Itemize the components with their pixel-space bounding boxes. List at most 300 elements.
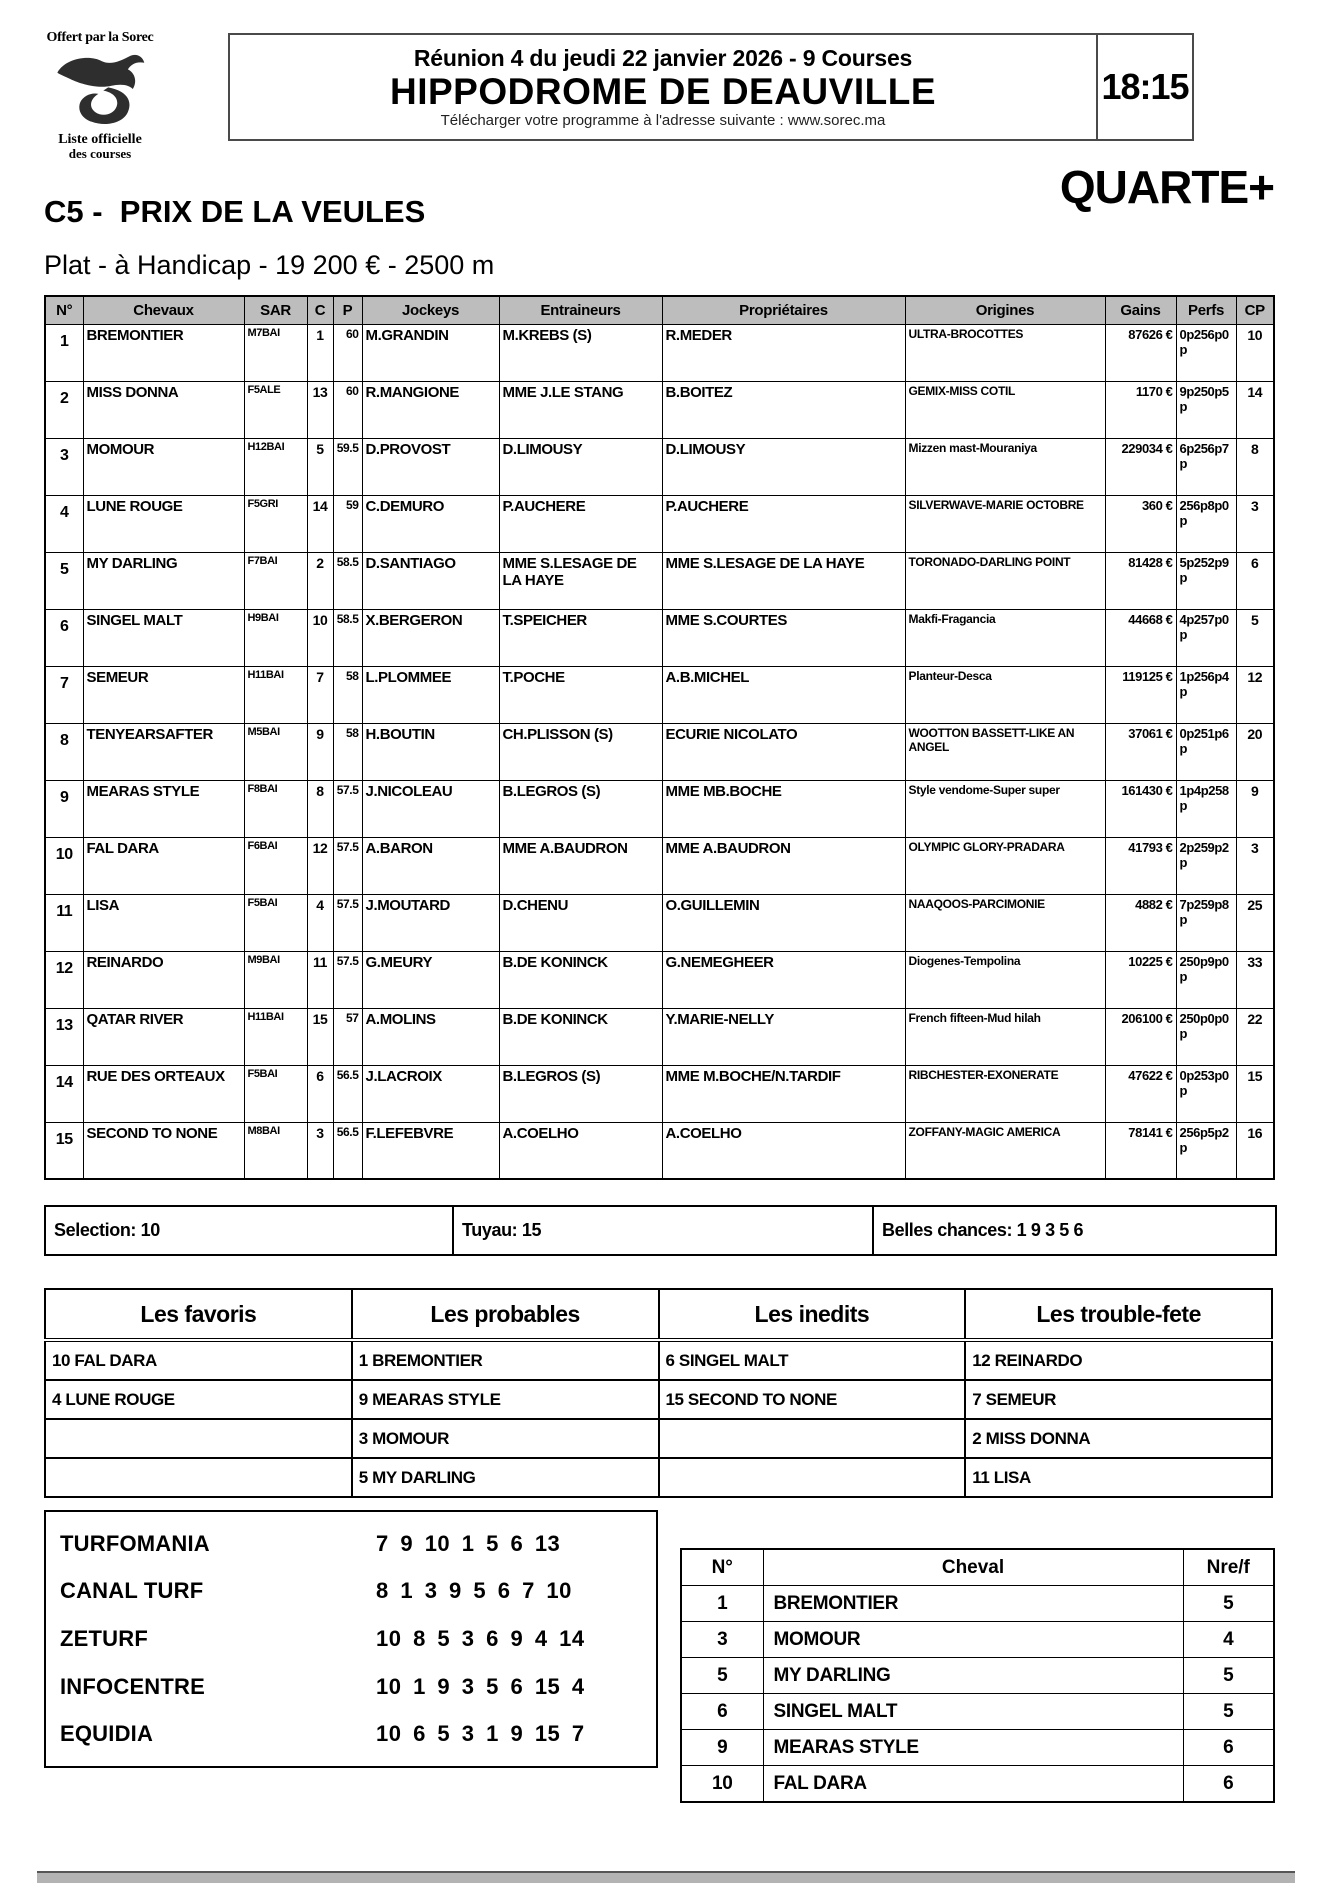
runner-gains: 161430 € [1105,780,1176,837]
runner-row [45,723,1274,780]
runners-body [45,324,1274,1179]
runner-row [45,894,1274,951]
runner-proprietaire: Y.MARIE-NELLY [662,1008,905,1065]
runner-entraineur: D.CHENU [499,894,662,951]
runner-gains: 1170 € [1105,381,1176,438]
pronostic-source: TURFOMANIA [60,1530,210,1556]
runner-perfs: 0p256p0p [1176,324,1236,381]
runner-cp: 5 [1236,609,1274,666]
runner-number: 3 [45,438,83,495]
start-nref-value: 6 [1183,1766,1274,1803]
runner-cp: 33 [1236,951,1274,1008]
runner-entraineur: P.AUCHERE [499,495,662,552]
runner-row [45,324,1274,381]
runner-cp: 3 [1236,837,1274,894]
runner-gains: 10225 € [1105,951,1176,1008]
runner-jockey: L.PLOMMEE [362,666,499,723]
runner-jockey: A.MOLINS [362,1008,499,1065]
starts-row [681,1694,1274,1730]
runner-entraineur: MME J.LE STANG [499,381,662,438]
runner-horse-name: QATAR RIVER [83,1008,244,1065]
runner-poids: 57.5 [333,837,362,894]
runner-number: 4 [45,495,83,552]
runner-jockey: J.LACROIX [362,1065,499,1122]
runner-cp: 16 [1236,1122,1274,1179]
runner-number: 14 [45,1065,83,1122]
runner-poids: 60 [333,324,362,381]
download-line: Télécharger votre programme à l'adresse suivante : www.sorec.ma [440,112,886,129]
runner-row [45,780,1274,837]
header-center [230,35,1098,139]
runner-perfs: 1p4p258p [1176,780,1236,837]
pick-favori: 10 FAL DARA [45,1340,352,1380]
pick-probable: 3 MOMOUR [352,1419,659,1458]
runner-sar: F5BAI [244,894,307,951]
runner-sar: H11BAI [244,666,307,723]
runner-proprietaire: MME S.COURTES [662,609,905,666]
runner-entraineur: MME S.LESAGE DE LA HAYE [499,552,662,609]
col-trouble-fete: Les trouble-fete [965,1289,1272,1340]
pick-probable: 9 MEARAS STYLE [352,1380,659,1419]
header-box [228,33,1194,141]
runner-horse-name: TENYEARSAFTER [83,723,244,780]
logo-offert-text: Offert par la Sorec [46,30,154,45]
bet-type-label: QUARTE+ [1059,161,1274,213]
runner-sar: H11BAI [244,1008,307,1065]
runner-horse-name: LUNE ROUGE [83,495,244,552]
runner-entraineur: T.SPEICHER [499,609,662,666]
col-gains: Gains [1105,296,1176,324]
runner-poids: 57.5 [333,951,362,1008]
runner-corde: 1 [307,324,333,381]
runner-number: 15 [45,1122,83,1179]
start-horse-name: FAL DARA [763,1766,1183,1803]
col-origines: Origines [905,296,1105,324]
runner-sar: H12BAI [244,438,307,495]
runner-proprietaire: MME A.BAUDRON [662,837,905,894]
runner-sar: M8BAI [244,1122,307,1179]
runner-jockey: M.GRANDIN [362,324,499,381]
runner-number: 5 [45,552,83,609]
runner-origines: French fifteen-Mud hilah [905,1008,1105,1065]
picks-header-row [45,1289,1272,1340]
start-horse-number: 1 [681,1586,763,1622]
runner-origines: TORONADO-DARLING POINT [905,552,1105,609]
col-c: C [307,296,333,324]
runner-cp: 25 [1236,894,1274,951]
runner-gains: 47622 € [1105,1065,1176,1122]
runner-jockey: G.MEURY [362,951,499,1008]
col-cp: CP [1236,296,1274,324]
runner-perfs: 1p256p4p [1176,666,1236,723]
runner-horse-name: BREMONTIER [83,324,244,381]
runner-gains: 81428 € [1105,552,1176,609]
runner-row [45,1122,1274,1179]
runner-entraineur: B.LEGROS (S) [499,780,662,837]
runner-poids: 57 [333,1008,362,1065]
runner-corde: 4 [307,894,333,951]
runner-origines: Diogenes-Tempolina [905,951,1105,1008]
col-favoris: Les favoris [45,1289,352,1340]
runner-poids: 59.5 [333,438,362,495]
runner-jockey: X.BERGERON [362,609,499,666]
runner-sar: F6BAI [244,837,307,894]
runner-gains: 206100 € [1105,1008,1176,1065]
runner-sar: F5ALE [244,381,307,438]
col-p: P [333,296,362,324]
picks-table [44,1288,1273,1498]
runner-jockey: D.SANTIAGO [362,552,499,609]
col-start-number: N° [681,1549,763,1586]
runner-perfs: 250p9p0p [1176,951,1236,1008]
runner-jockey: C.DEMURO [362,495,499,552]
start-horse-name: SINGEL MALT [763,1694,1183,1730]
picks-row [45,1458,1272,1497]
runner-gains: 4882 € [1105,894,1176,951]
runner-entraineur: MME A.BAUDRON [499,837,662,894]
runner-gains: 41793 € [1105,837,1176,894]
runner-proprietaire: MME S.LESAGE DE LA HAYE [662,552,905,609]
start-horse-name: MOMOUR [763,1622,1183,1658]
runner-poids: 58 [333,666,362,723]
runner-gains: 87626 € [1105,324,1176,381]
runner-origines: GEMIX-MISS COTIL [905,381,1105,438]
runner-origines: OLYMPIC GLORY-PRADARA [905,837,1105,894]
runner-number: 11 [45,894,83,951]
runner-perfs: 0p251p6p [1176,723,1236,780]
runner-jockey: A.BARON [362,837,499,894]
runner-corde: 5 [307,438,333,495]
pick-favori: 4 LUNE ROUGE [45,1380,352,1419]
pick-favori [45,1419,352,1458]
runner-origines: ULTRA-BROCOTTES [905,324,1105,381]
pronostic-numbers: 10 6 5 3 1 9 15 7 [376,1721,585,1747]
runner-corde: 10 [307,609,333,666]
runner-poids: 60 [333,381,362,438]
pick-favori [45,1458,352,1497]
race-title: C5 - PRIX DE LA VEULES [44,194,426,229]
pronostic-numbers: 7 9 10 1 5 6 13 [376,1530,561,1556]
runner-perfs: 256p8p0p [1176,495,1236,552]
runner-number: 6 [45,609,83,666]
selection-cell: Selection: 10 [46,1207,454,1254]
runner-proprietaire: G.NEMEGHEER [662,951,905,1008]
reunion-line: Réunion 4 du jeudi 22 janvier 2026 - 9 Courses [413,45,913,71]
starts-body [681,1586,1274,1803]
runner-sar: F5GRI [244,495,307,552]
pronostic-row [46,1578,656,1604]
tuyau-cell: Tuyau: 15 [454,1207,874,1254]
runner-poids: 56.5 [333,1122,362,1179]
picks-row [45,1340,1272,1380]
runner-corde: 8 [307,780,333,837]
runners-table [44,295,1275,1180]
runner-horse-name: MISS DONNA [83,381,244,438]
picks-body [45,1340,1272,1497]
runner-number: 13 [45,1008,83,1065]
runner-gains: 37061 € [1105,723,1176,780]
runner-cp: 20 [1236,723,1274,780]
starts-row [681,1586,1274,1622]
runner-row [45,951,1274,1008]
runner-horse-name: LISA [83,894,244,951]
runner-row [45,1008,1274,1065]
horse-logo-icon [50,48,150,130]
col-probables: Les probables [352,1289,659,1340]
start-horse-name: BREMONTIER [763,1586,1183,1622]
runner-number: 12 [45,951,83,1008]
start-horse-number: 10 [681,1766,763,1803]
hippodrome-title: HIPPODROME DE DEAUVILLE [390,71,936,112]
runner-sar: M5BAI [244,723,307,780]
runner-number: 9 [45,780,83,837]
runner-proprietaire: MME MB.BOCHE [662,780,905,837]
runner-corde: 15 [307,1008,333,1065]
runner-poids: 58.5 [333,609,362,666]
runner-jockey: J.NICOLEAU [362,780,499,837]
pick-inedit: 15 SECOND TO NONE [659,1380,966,1419]
runner-proprietaire: A.B.MICHEL [662,666,905,723]
next-section-edge [37,1871,1295,1883]
runner-row [45,438,1274,495]
runner-jockey: H.BOUTIN [362,723,499,780]
runner-perfs: 6p256p7p [1176,438,1236,495]
runner-entraineur: D.LIMOUSY [499,438,662,495]
starts-row [681,1766,1274,1803]
pick-inedit [659,1419,966,1458]
runner-corde: 2 [307,552,333,609]
pick-probable: 5 MY DARLING [352,1458,659,1497]
pick-trouble-fete: 2 MISS DONNA [965,1419,1272,1458]
runner-gains: 78141 € [1105,1122,1176,1179]
starts-header-row [681,1549,1274,1586]
runner-proprietaire: A.COELHO [662,1122,905,1179]
starts-row [681,1730,1274,1766]
runner-poids: 58 [333,723,362,780]
runner-proprietaire: P.AUCHERE [662,495,905,552]
runner-perfs: 4p257p0p [1176,609,1236,666]
runner-proprietaire: D.LIMOUSY [662,438,905,495]
runner-poids: 59 [333,495,362,552]
runner-corde: 9 [307,723,333,780]
col-number: N° [45,296,83,324]
col-jockeys: Jockeys [362,296,499,324]
runner-gains: 360 € [1105,495,1176,552]
runner-horse-name: MOMOUR [83,438,244,495]
runner-perfs: 9p250p5p [1176,381,1236,438]
runner-origines: Mizzen mast-Mouraniya [905,438,1105,495]
runner-poids: 56.5 [333,1065,362,1122]
col-proprietaires: Propriétaires [662,296,905,324]
pronostic-numbers: 10 1 9 3 5 6 15 4 [376,1673,585,1699]
runner-entraineur: CH.PLISSON (S) [499,723,662,780]
pick-probable: 1 BREMONTIER [352,1340,659,1380]
col-inedits: Les inedits [659,1289,966,1340]
runner-proprietaire: B.BOITEZ [662,381,905,438]
runner-origines: Makfi-Fragancia [905,609,1105,666]
runner-cp: 10 [1236,324,1274,381]
runner-cp: 22 [1236,1008,1274,1065]
runner-number: 8 [45,723,83,780]
runner-jockey: R.MANGIONE [362,381,499,438]
runner-sar: F7BAI [244,552,307,609]
picks-row [45,1419,1272,1458]
runner-sar: F5BAI [244,1065,307,1122]
pronostic-row [46,1531,656,1557]
runner-sar: F8BAI [244,780,307,837]
belles-chances-cell: Belles chances: 1 9 3 5 6 [882,1220,1084,1240]
runner-number: 2 [45,381,83,438]
runner-horse-name: REINARDO [83,951,244,1008]
runner-poids: 58.5 [333,552,362,609]
start-nref-value: 4 [1183,1622,1274,1658]
runner-horse-name: SEMEUR [83,666,244,723]
runner-gains: 44668 € [1105,609,1176,666]
runner-jockey: D.PROVOST [362,438,499,495]
runner-row [45,552,1274,609]
runner-origines: Planteur-Desca [905,666,1105,723]
logo-liste-text: Liste officielle [58,132,142,147]
race-conditions: Plat - à Handicap - 19 200 € - 2500 m [44,250,495,280]
runner-gains: 229034 € [1105,438,1176,495]
runner-perfs: 256p5p2p [1176,1122,1236,1179]
runner-row [45,495,1274,552]
pronostics-box [44,1510,658,1768]
runner-horse-name: RUE DES ORTEAUX [83,1065,244,1122]
runner-entraineur: B.DE KONINCK [499,951,662,1008]
runner-cp: 3 [1236,495,1274,552]
runner-corde: 13 [307,381,333,438]
runner-horse-name: SECOND TO NONE [83,1122,244,1179]
runner-cp: 12 [1236,666,1274,723]
start-horse-name: MEARAS STYLE [763,1730,1183,1766]
runner-sar: M7BAI [244,324,307,381]
pronostic-source: ZETURF [60,1625,148,1651]
pick-trouble-fete: 7 SEMEUR [965,1380,1272,1419]
runner-row [45,666,1274,723]
runner-corde: 14 [307,495,333,552]
starts-row [681,1622,1274,1658]
pronostic-numbers: 10 8 5 3 6 9 4 14 [376,1625,585,1651]
pronostic-source: EQUIDIA [60,1721,154,1747]
runner-horse-name: FAL DARA [83,837,244,894]
runner-row [45,381,1274,438]
col-perfs: Perfs [1176,296,1236,324]
start-horse-name: MY DARLING [763,1658,1183,1694]
runner-origines: NAAQOOS-PARCIMONIE [905,894,1105,951]
pick-inedit: 6 SINGEL MALT [659,1340,966,1380]
runner-perfs: 5p252p9p [1176,552,1236,609]
runner-sar: M9BAI [244,951,307,1008]
runner-number: 10 [45,837,83,894]
runner-cp: 8 [1236,438,1274,495]
col-entraineurs: Entraineurs [499,296,662,324]
selection-bar [44,1205,1277,1256]
runner-horse-name: SINGEL MALT [83,609,244,666]
runner-row [45,609,1274,666]
runner-perfs: 250p0p0p [1176,1008,1236,1065]
runner-number: 7 [45,666,83,723]
runner-sar: H9BAI [244,609,307,666]
starts-table [680,1548,1275,1803]
pronostic-source: CANAL TURF [60,1578,204,1604]
pronostic-source: INFOCENTRE [60,1673,205,1699]
runner-row [45,1065,1274,1122]
pick-inedit [659,1458,966,1497]
runner-corde: 7 [307,666,333,723]
runner-horse-name: MEARAS STYLE [83,780,244,837]
runner-entraineur: B.LEGROS (S) [499,1065,662,1122]
start-nref-value: 5 [1183,1586,1274,1622]
runner-perfs: 0p253p0p [1176,1065,1236,1122]
pronostic-row [46,1721,656,1747]
runner-horse-name: MY DARLING [83,552,244,609]
start-horse-number: 3 [681,1622,763,1658]
starts-row [681,1658,1274,1694]
runners-header-row [45,296,1274,324]
pick-trouble-fete: 12 REINARDO [965,1340,1272,1380]
picks-row [45,1380,1272,1419]
start-nref-value: 5 [1183,1658,1274,1694]
runner-origines: Style vendome-Super super [905,780,1105,837]
pick-trouble-fete: 11 LISA [965,1458,1272,1497]
runner-proprietaire: R.MEDER [662,324,905,381]
runner-cp: 14 [1236,381,1274,438]
pronostic-numbers: 8 1 3 9 5 6 7 10 [376,1578,572,1604]
runner-corde: 3 [307,1122,333,1179]
col-sar: SAR [244,296,307,324]
runner-cp: 9 [1236,780,1274,837]
col-chevaux: Chevaux [83,296,244,324]
runner-proprietaire: MME M.BOCHE/N.TARDIF [662,1065,905,1122]
runner-entraineur: B.DE KONINCK [499,1008,662,1065]
runner-entraineur: T.POCHE [499,666,662,723]
logo-courses-text: des courses [68,146,132,161]
col-start-cheval: Cheval [763,1549,1183,1586]
pronostic-row [46,1626,656,1652]
runner-proprietaire: ECURIE NICOLATO [662,723,905,780]
runner-corde: 6 [307,1065,333,1122]
runner-origines: WOOTTON BASSETT-LIKE AN ANGEL [905,723,1105,780]
runner-poids: 57.5 [333,894,362,951]
runner-corde: 12 [307,837,333,894]
start-horse-number: 6 [681,1694,763,1730]
start-nref-value: 6 [1183,1730,1274,1766]
col-nref: Nre/f [1183,1549,1274,1586]
runner-row [45,837,1274,894]
runner-cp: 15 [1236,1065,1274,1122]
start-nref-value: 5 [1183,1694,1274,1730]
runner-jockey: F.LEFEBVRE [362,1122,499,1179]
start-horse-number: 5 [681,1658,763,1694]
runner-number: 1 [45,324,83,381]
runner-perfs: 7p259p8p [1176,894,1236,951]
pronostic-row [46,1674,656,1700]
runner-entraineur: A.COELHO [499,1122,662,1179]
runner-jockey: J.MOUTARD [362,894,499,951]
runner-gains: 119125 € [1105,666,1176,723]
start-horse-number: 9 [681,1730,763,1766]
runner-corde: 11 [307,951,333,1008]
runner-entraineur: M.KREBS (S) [499,324,662,381]
runner-poids: 57.5 [333,780,362,837]
runner-origines: RIBCHESTER-EXONERATE [905,1065,1105,1122]
runner-origines: ZOFFANY-MAGIC AMERICA [905,1122,1105,1179]
sorec-logo [34,30,166,161]
runner-proprietaire: O.GUILLEMIN [662,894,905,951]
runner-origines: SILVERWAVE-MARIE OCTOBRE [905,495,1105,552]
runner-cp: 6 [1236,552,1274,609]
